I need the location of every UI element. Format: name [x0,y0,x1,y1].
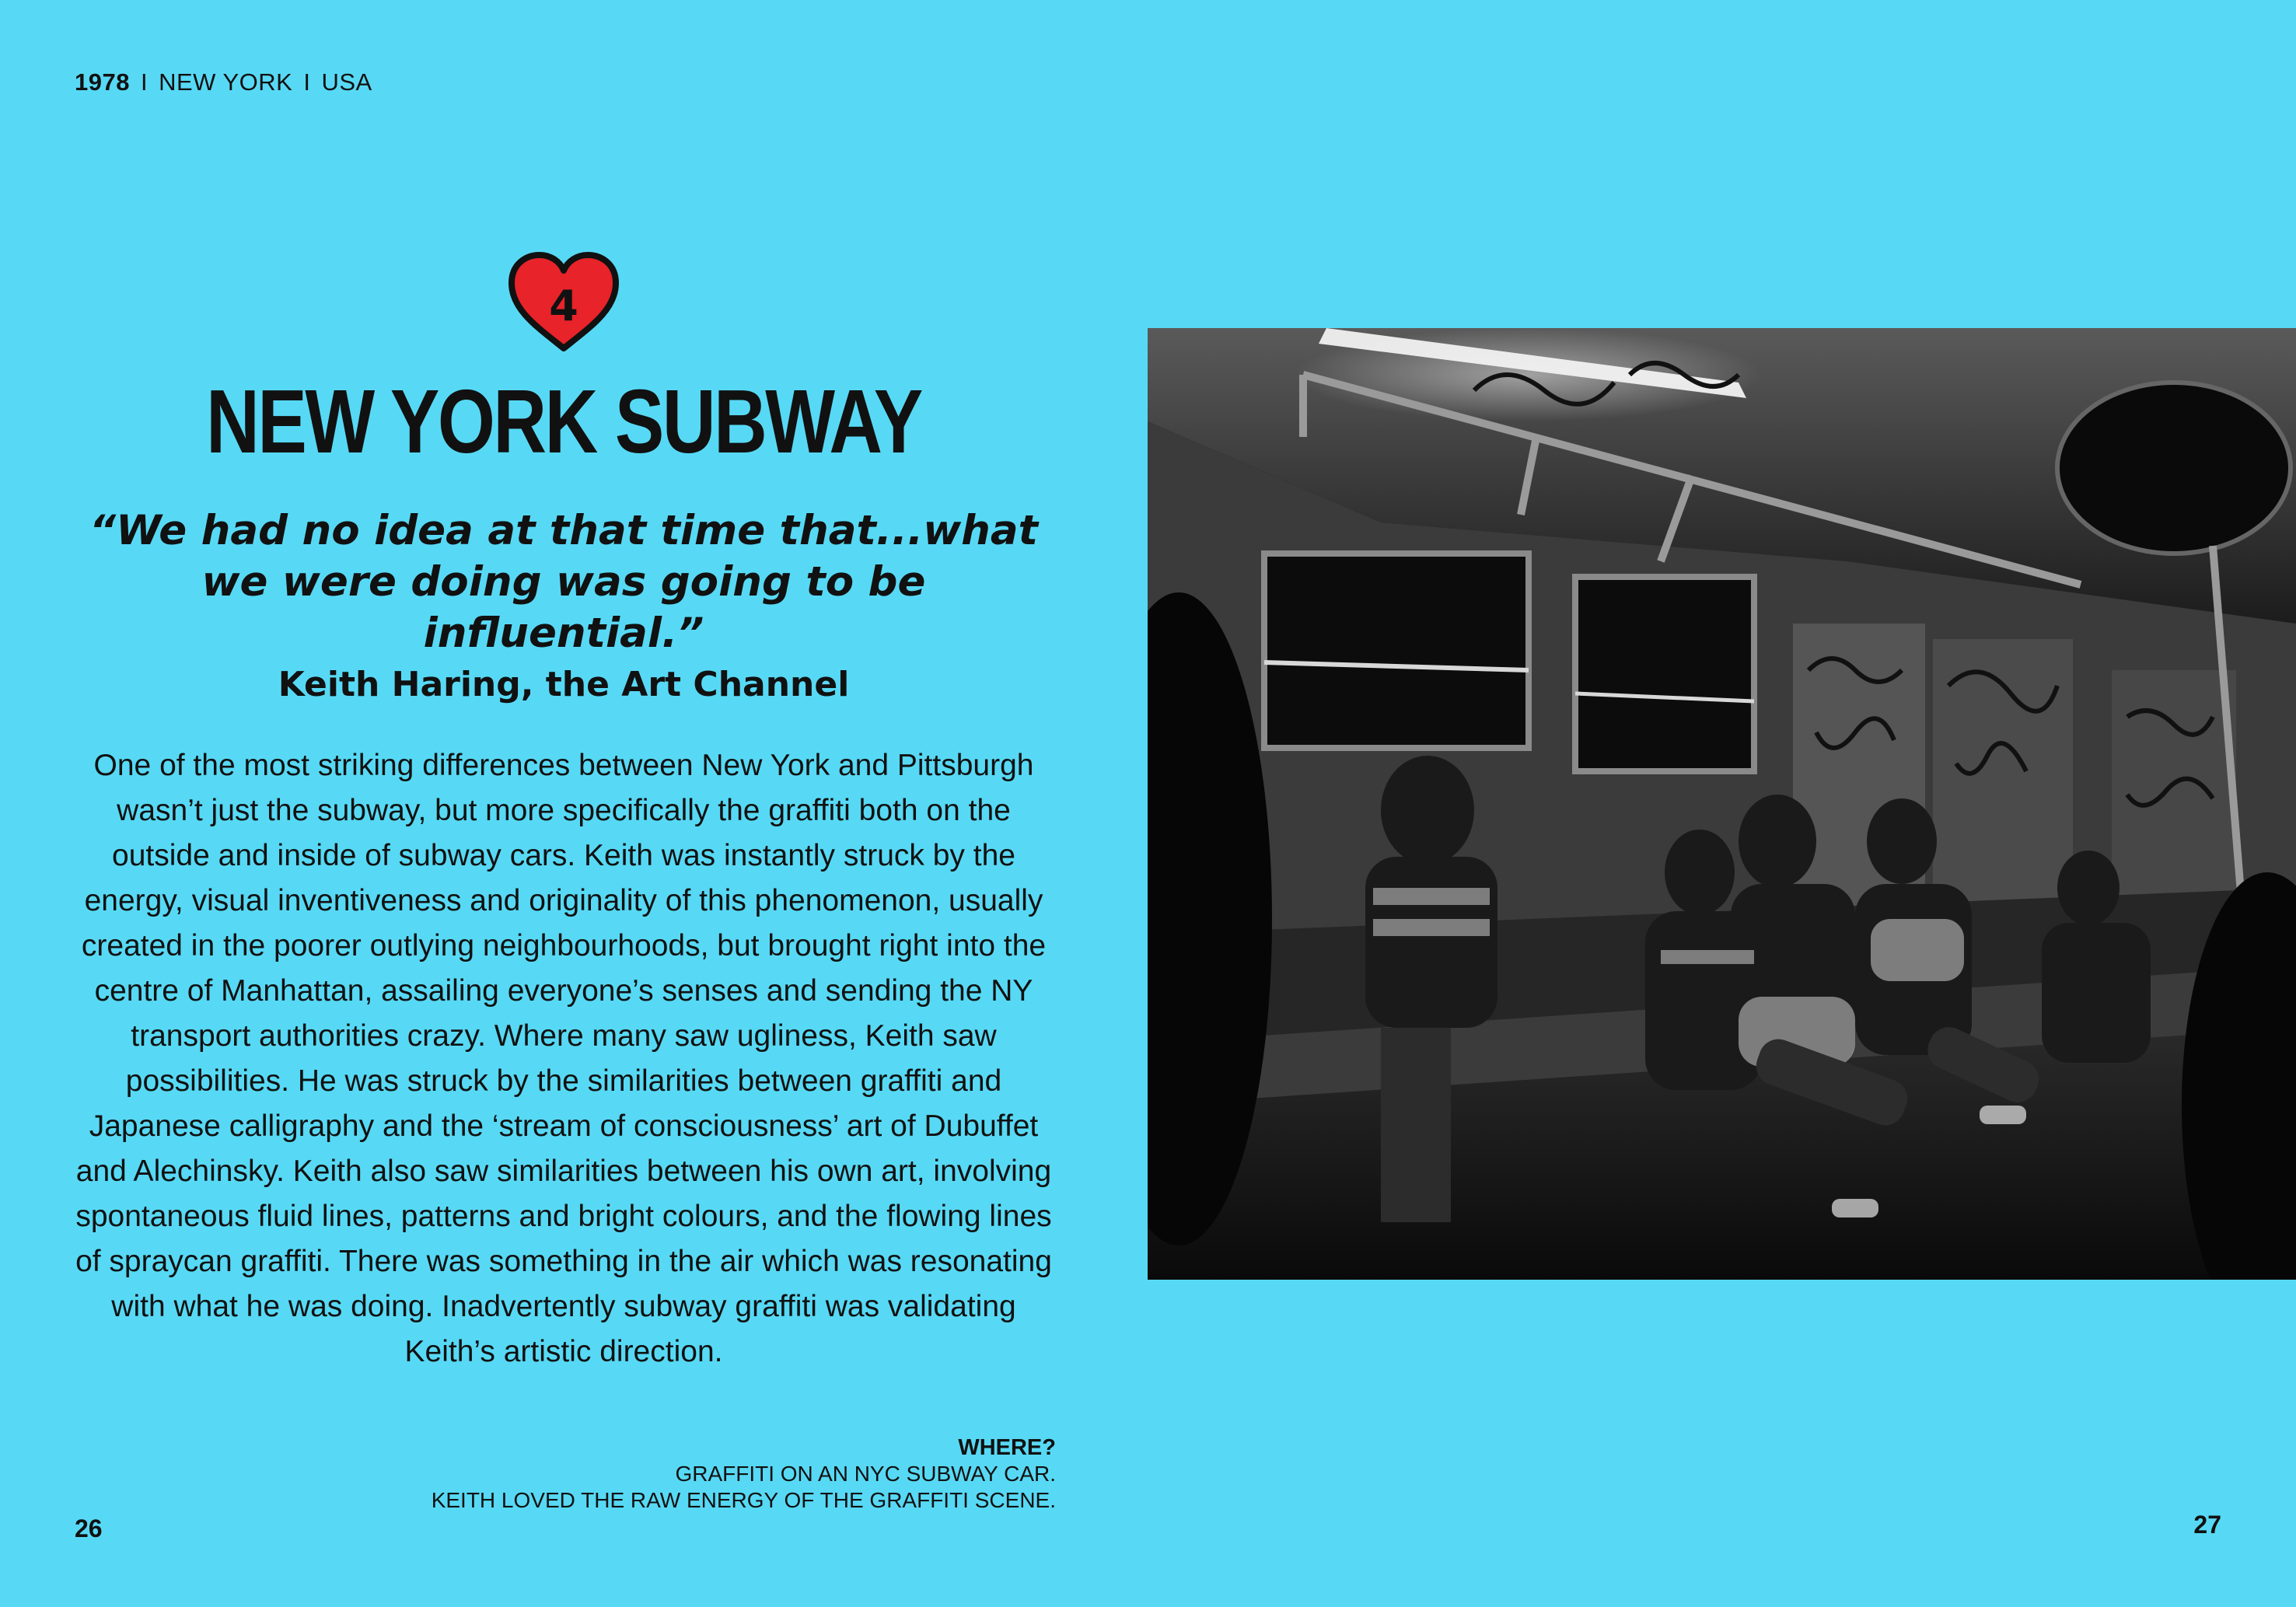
body-paragraph: One of the most striking differences between New York and Pittsburgh wasn’t just the subway, but more specifically the graffiti both on the outside and inside of subway cars. Keith was instantly struck by the energy, visual inventiveness and originality of this phenomenon, usually created in the poorer outlying neighbourhoods, but brought right into the centre of Manhattan, assailing everyone’s senses and sending the NY transport authorities crazy. Where many saw ugliness, Keith saw possibilities. He was struck by the similarities between graffiti and Japanese calligraphy and the ‘stream of consciousness’ art of Dubuffet and Alechinsky. Keith also saw similarities between his own art, involving spontaneous fluid lines, patterns and bright colours, and the flowing lines of spraycan graffiti. There was something in the air which was resonating with what he was doing. Inadvertently subway graffiti was validating Keith’s artistic direction. [75,748,1052,1368]
header-year: 1978 [75,68,130,96]
quote-attribution: Keith Haring, the Art Channel [278,664,850,704]
subway-photo [1148,328,2296,1280]
article-column [62,249,1065,1375]
where-line-2: KEITH LOVED THE RAW ENERGY OF THE GRAFFITI SCENE. [431,1488,1056,1512]
page-number-right: 27 [2193,1511,2221,1539]
number-badge [505,249,622,358]
header-city: NEW YORK [159,68,293,96]
running-header [75,68,372,96]
header-separator: I [140,68,149,96]
page-number-left: 26 [75,1514,103,1542]
subway-photo-illustration [1148,328,2296,1280]
header-separator: I [303,68,311,96]
where-line-1: GRAFFITI ON AN NYC SUBWAY CAR. [675,1462,1056,1486]
badge-number: 4 [549,281,578,330]
header-country: USA [321,68,372,96]
where-label: WHERE? [958,1435,1056,1460]
page-title: NEW YORK SUBWAY [206,371,921,472]
where-caption [432,1434,1056,1514]
pull-quote: “We had no idea at that time that...what we were doing was going to be influential.” [89,506,1038,658]
